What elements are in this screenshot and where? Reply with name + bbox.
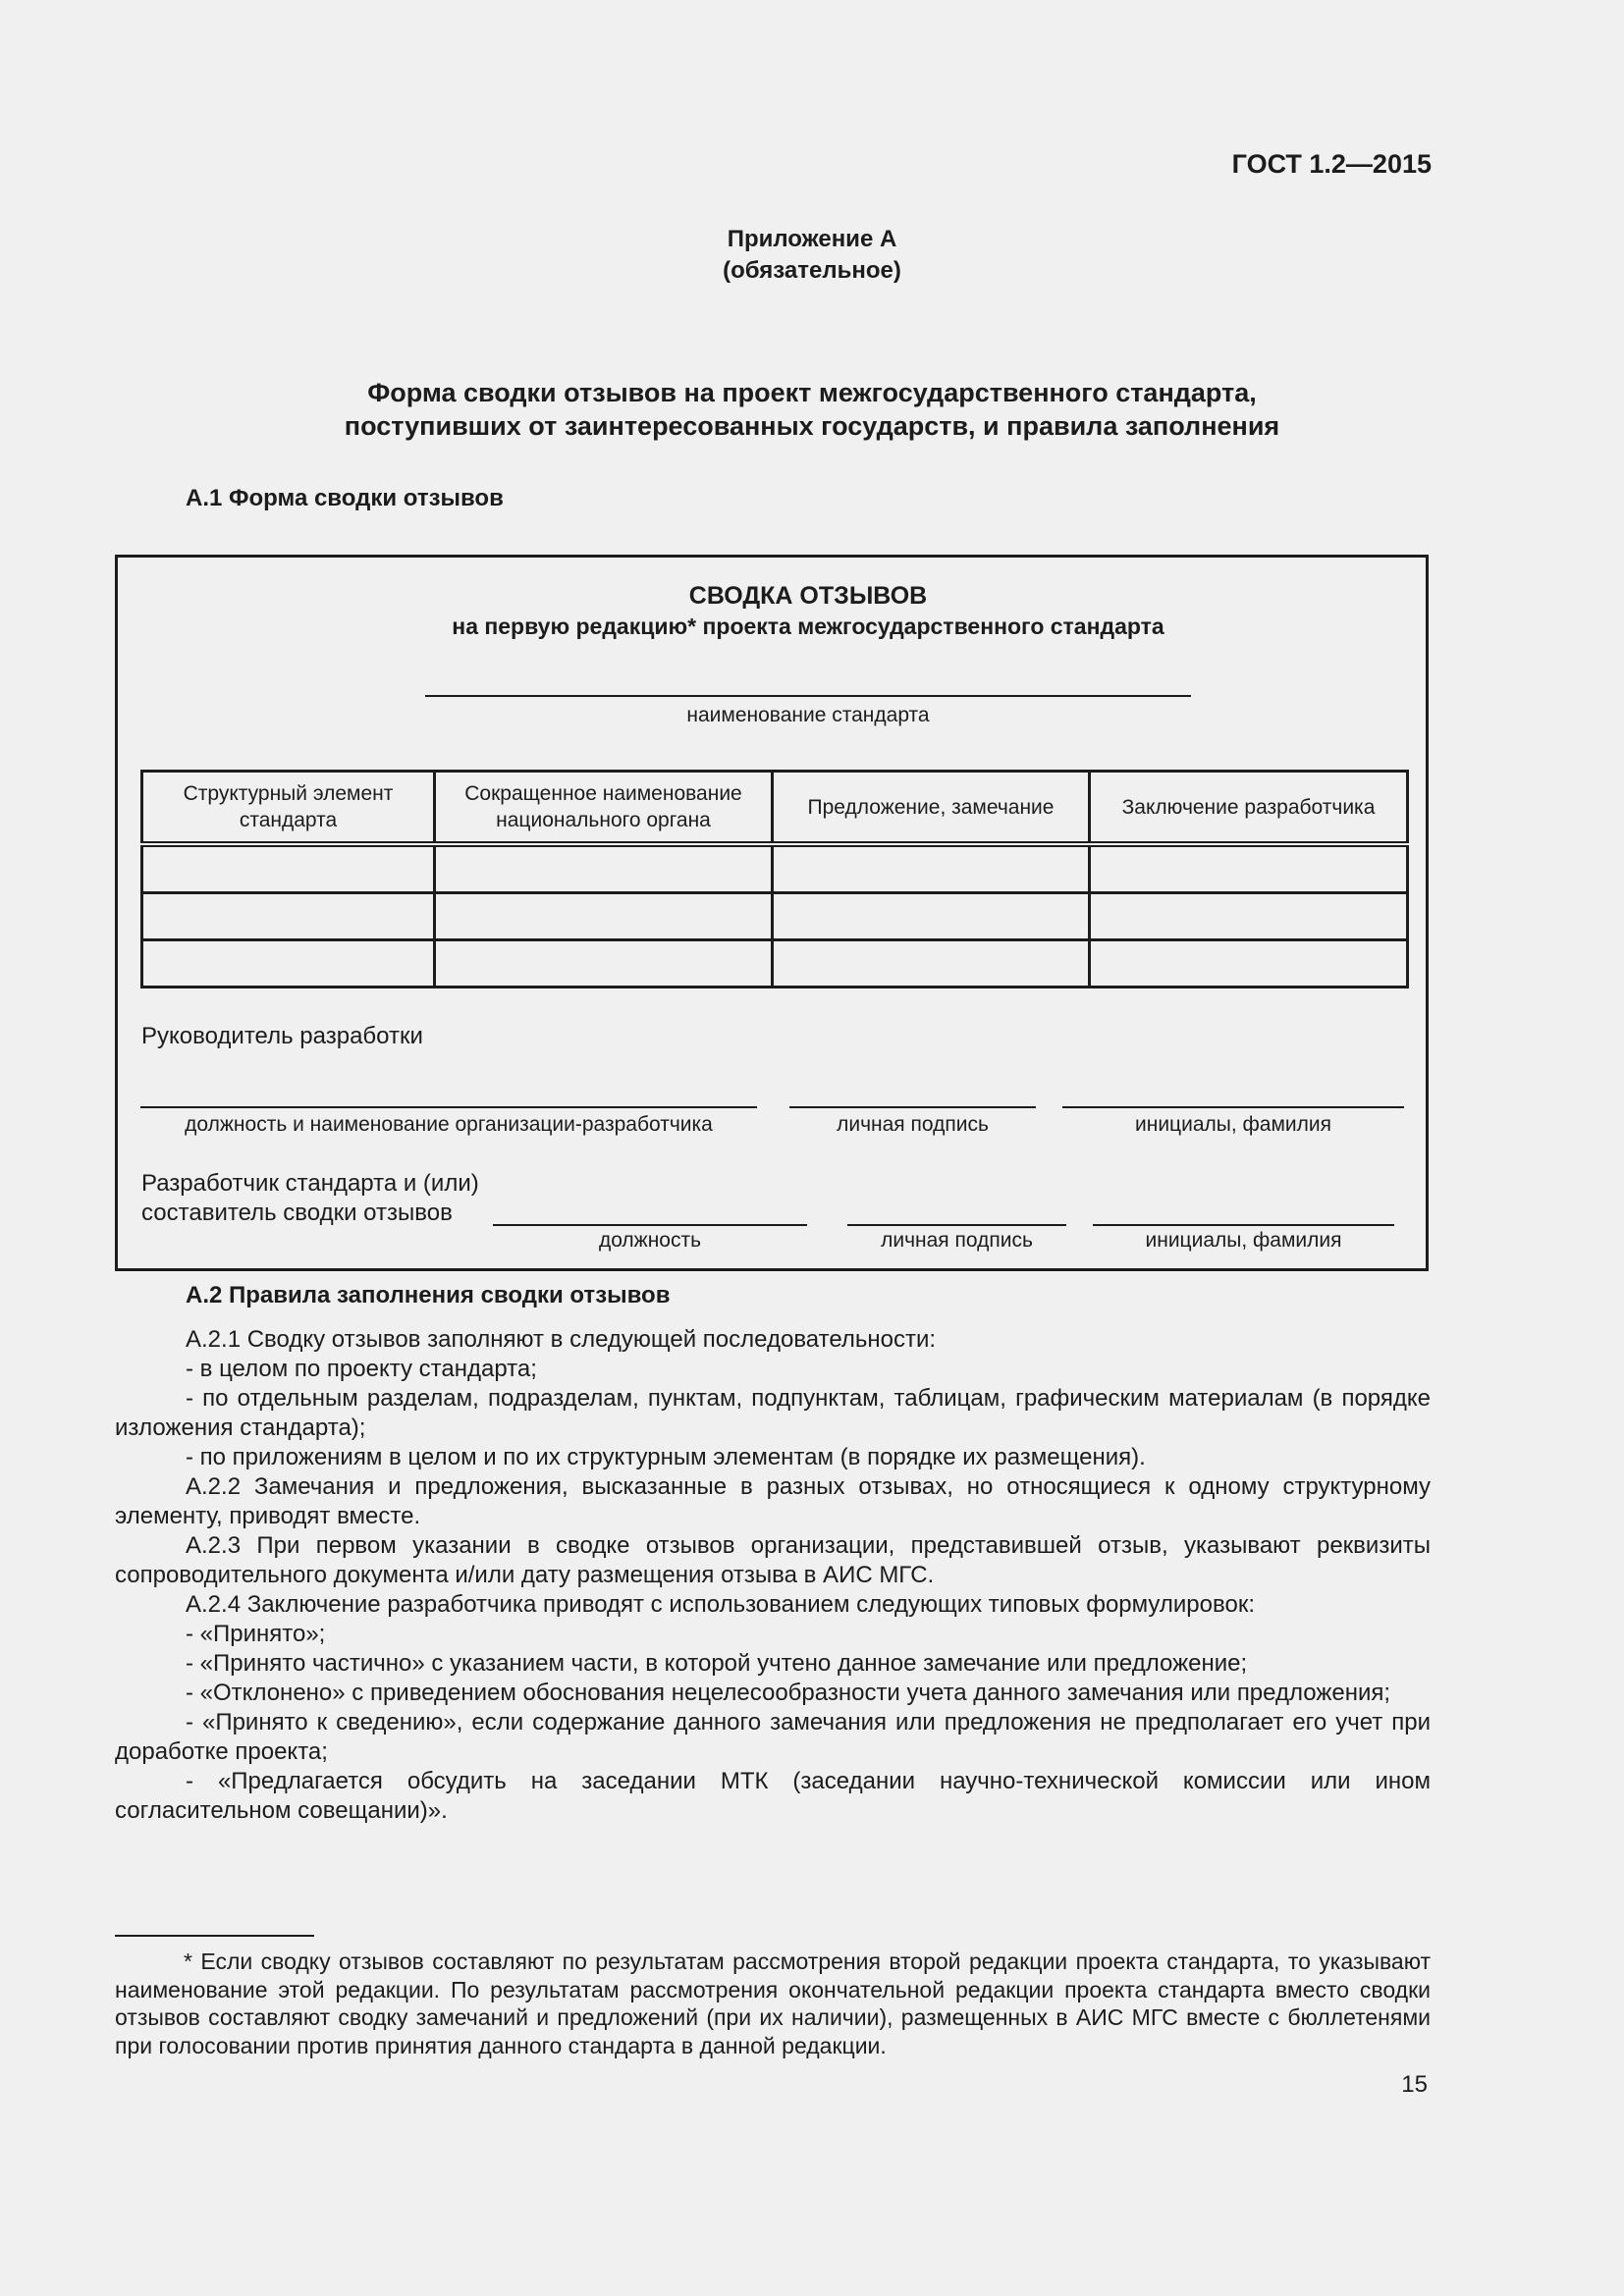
developer-name-line[interactable] — [1093, 1224, 1394, 1226]
list-item: - «Принято»; — [186, 1621, 326, 1647]
section-a2-heading: А.2 Правила заполнения сводки отзывов — [186, 1282, 671, 1308]
head-signature-caption: личная подпись — [837, 1113, 989, 1136]
developer-label-line-1: Разработчик стандарта и (или) — [141, 1170, 479, 1197]
list-item: - по отдельным разделам, подразделам, пунктам, подпунктам, таблицам, графическим материалам (в порядке изложения стандарта); — [115, 1385, 1431, 1441]
column-header: Сокращенное наименование национального органа — [435, 772, 773, 845]
page-number: 15 — [1401, 2071, 1428, 2098]
table-row — [142, 844, 1408, 893]
column-header: Структурный элемент стандарта — [142, 772, 435, 845]
table-header-row — [142, 772, 1408, 845]
developer-signature-line[interactable] — [847, 1224, 1066, 1226]
table-cell[interactable] — [435, 940, 773, 988]
head-position-caption: должность и наименование организации-разработчика — [185, 1113, 713, 1136]
head-name-line[interactable] — [1062, 1106, 1404, 1108]
developer-position-caption: должность — [598, 1229, 702, 1252]
list-item: - «Отклонено» с приведением обоснования нецелесообразности учета данного замечания или предложения; — [186, 1680, 1391, 1706]
table-cell[interactable] — [142, 940, 435, 988]
section-a2-body — [115, 1325, 1431, 1826]
table-cell[interactable] — [142, 893, 435, 940]
head-name-caption: инициалы, фамилия — [1135, 1113, 1331, 1136]
paragraph: А.2.1 Сводку отзывов заполняют в следующей последовательности: — [186, 1326, 937, 1353]
form-title-line-2: поступивших от заинтересованных государств, и правила заполнения — [344, 411, 1280, 441]
column-header: Предложение, замечание — [773, 772, 1090, 845]
list-item: - в целом по проекту стандарта; — [186, 1356, 537, 1382]
table-cell[interactable] — [773, 844, 1090, 893]
column-header: Заключение разработчика — [1090, 772, 1408, 845]
table-cell[interactable] — [773, 940, 1090, 988]
annex-title: Приложение А — [727, 226, 897, 252]
form-title: СВОДКА ОТЗЫВОВ — [688, 582, 928, 610]
table-cell[interactable] — [1090, 893, 1408, 940]
head-signature-line[interactable] — [789, 1106, 1036, 1108]
table-cell[interactable] — [435, 893, 773, 940]
form-subtitle: на первую редакцию* проекта межгосударственного стандарта — [452, 614, 1164, 639]
developer-signature-caption: личная подпись — [881, 1229, 1033, 1252]
table-cell[interactable] — [1090, 940, 1408, 988]
table-row — [142, 940, 1408, 988]
developer-name-caption: инициалы, фамилия — [1145, 1229, 1342, 1252]
form-title-line-1: Форма сводки отзывов на проект межгосударственного стандарта, — [367, 378, 1257, 407]
footnote — [115, 1948, 1431, 2059]
standard-name-caption: наименование стандарта — [686, 704, 930, 726]
developer-position-line[interactable] — [493, 1224, 807, 1226]
developer-label-line-2: составитель сводки отзывов — [141, 1200, 453, 1226]
standard-name-line[interactable] — [425, 695, 1191, 697]
review-table — [140, 770, 1409, 988]
footnote-separator — [115, 1935, 314, 1937]
annex-status: (обязательное) — [723, 257, 901, 284]
footnote-text: * Если сводку отзывов составляют по результатам рассмотрения второй редакции проекта стандарта, то указывают наименование этой редакции. По результатам рассмотрения окончательной редакции проекта стандарта вместо сводки отзывов составляют сводку замечаний и предложений (при их наличии), размещенных в АИС МГС вместе с бюллетенями при голосовании против принятия данного стандарта в данной редакции. — [115, 1949, 1431, 2058]
list-item: - «Предлагается обсудить на заседании МТК (заседании научно-технической комиссии или ином согласительном совещании)». — [115, 1768, 1431, 1824]
table-cell[interactable] — [1090, 844, 1408, 893]
list-item: - «Принято частично» с указанием части, в которой учтено данное замечание или предложение; — [186, 1650, 1248, 1677]
table-cell[interactable] — [435, 844, 773, 893]
section-a1-heading: А.1 Форма сводки отзывов — [186, 485, 504, 511]
table-cell[interactable] — [773, 893, 1090, 940]
head-of-development-label: Руководитель разработки — [141, 1023, 423, 1049]
head-position-line[interactable] — [140, 1106, 757, 1108]
list-item: - по приложениям в целом и по их структурным элементам (в порядке их размещения). — [186, 1444, 1146, 1470]
paragraph: А.2.2 Замечания и предложения, высказанные в разных отзывах, но относящиеся к одному структурному элементу, приводят вместе. — [115, 1473, 1431, 1529]
table-row — [142, 893, 1408, 940]
table-cell[interactable] — [142, 844, 435, 893]
document-code: ГОСТ 1.2—2015 — [1231, 149, 1432, 179]
paragraph: А.2.3 При первом указании в сводке отзывов организации, представившей отзыв, указывают реквизиты сопроводительного документа и/или дату размещения отзыва в АИС МГС. — [115, 1532, 1431, 1588]
list-item: - «Принято к сведению», если содержание данного замечания или предложения не предполагает его учет при доработке проекта; — [115, 1709, 1431, 1765]
paragraph: А.2.4 Заключение разработчика приводят с использованием следующих типовых формулировок: — [186, 1591, 1255, 1618]
